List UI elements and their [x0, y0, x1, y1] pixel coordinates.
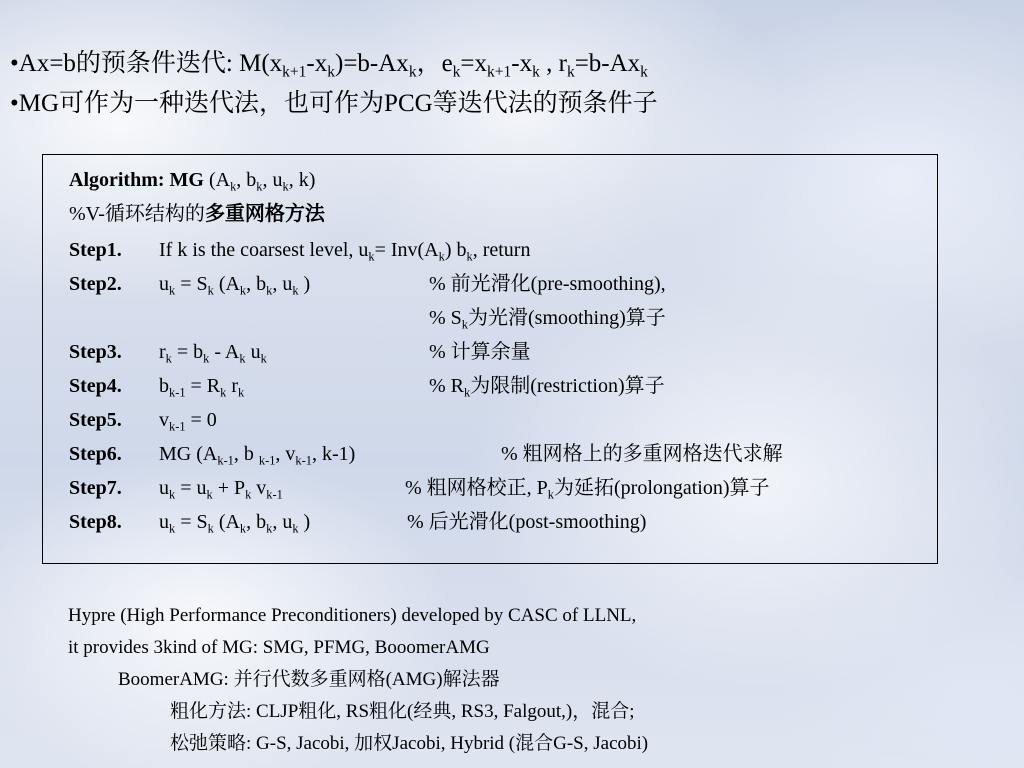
expr-text: , b [233, 443, 259, 465]
bullet-text: ，e [416, 50, 453, 77]
hypre-line: it provides 3kind of MG: SMG, PFMG, BooomerAMG [68, 637, 490, 658]
subscript: k [566, 63, 575, 81]
expr-text: , u [262, 169, 283, 191]
algorithm-box [42, 154, 938, 564]
step-1 [69, 237, 919, 263]
algorithm-title: Algorithm: MG [69, 169, 204, 191]
bullet-preconditioned-iteration [10, 44, 1010, 84]
expr-text: , k) [288, 169, 316, 191]
step-comment: % 计算余量 [429, 341, 531, 363]
subscript: k [547, 487, 554, 502]
bullet-marker: • [10, 50, 19, 77]
step-comment: % 后光滑化(post-smoothing) [407, 511, 647, 533]
algorithm-header [69, 167, 315, 193]
subscript: k [292, 521, 299, 536]
step-expression [159, 475, 283, 501]
subscript: k [327, 63, 335, 81]
expr-text: r [159, 341, 166, 363]
expr-text: , u [272, 273, 293, 295]
expr-text: u [159, 477, 169, 499]
step-comment [405, 475, 770, 501]
expr-text: , b [246, 273, 267, 295]
subscript: k [165, 351, 172, 366]
step-5 [69, 407, 919, 433]
step-3 [69, 339, 919, 365]
step-label: Step6. [69, 443, 122, 465]
subscript: k [461, 317, 468, 332]
bullet-text: Ax=b的预条件迭代: M(x [18, 50, 283, 77]
expr-text: = R [185, 375, 221, 397]
step-comment: % 前光滑化(pre-smoothing), [429, 273, 666, 295]
step-2 [69, 271, 919, 297]
subscript: k [169, 487, 176, 502]
subscript: k [220, 385, 227, 400]
subscript: k [282, 179, 289, 194]
subscript: k [408, 63, 417, 81]
expr-text: If k is the coarsest level, u [159, 239, 369, 261]
bullet-text: -x [511, 50, 533, 77]
step-expression [159, 509, 310, 535]
subscript: k [452, 63, 461, 81]
comment-text: 为限制(restriction)算子 [470, 375, 665, 397]
subscript: k-1 [258, 453, 276, 468]
step-4 [69, 373, 919, 399]
algorithm-comment [69, 201, 325, 227]
hypre-notes [68, 600, 648, 760]
subscript: k [239, 351, 246, 366]
subscript: k [169, 283, 176, 298]
subscript: k [260, 351, 267, 366]
comment-text: % R [429, 375, 464, 397]
subscript: k+1 [487, 63, 512, 81]
subscript: k [203, 351, 210, 366]
expr-text: (A [213, 273, 240, 295]
step-comment: % 粗网格上的多重网格迭代求解 [501, 443, 783, 465]
expr-text: = S [175, 511, 208, 533]
step-label: Step7. [69, 477, 122, 499]
expr-text: = Inv(A [374, 239, 439, 261]
expr-text: = S [175, 273, 208, 295]
step-7 [69, 475, 919, 501]
subscript: k [532, 63, 540, 81]
hypre-line: Hypre (High Performance Preconditioners) developed by CASC of LLNL, [68, 605, 637, 626]
comment-text: % 粗网格校正, P [405, 477, 548, 499]
subscript: k [207, 283, 214, 298]
expr-text: + P [212, 477, 246, 499]
step-label: Step1. [69, 239, 122, 261]
comment-text: 为延拓(prolongation)算子 [554, 477, 770, 499]
bullet-text: =b-Ax [574, 50, 641, 77]
step-8 [69, 509, 919, 535]
step-expression [159, 339, 267, 365]
comment-text: %V-循环结构的 [69, 203, 205, 225]
step-comment [429, 373, 665, 399]
step-expression [159, 441, 355, 467]
expr-text: b [159, 375, 169, 397]
subscript: k+1 [282, 63, 307, 81]
subscript: k [640, 63, 648, 81]
step-6 [69, 441, 919, 467]
expr-text: (A [203, 169, 231, 191]
expr-text: = 0 [185, 409, 217, 431]
expr-text: , k-1) [311, 443, 356, 465]
subscript: k [256, 179, 263, 194]
step-label: Step5. [69, 409, 122, 431]
expr-text: MG (A [159, 443, 218, 465]
bullet-text: , r [539, 50, 567, 77]
comment-text: % S [429, 307, 462, 329]
expr-text: = b [171, 341, 204, 363]
subscript: k-1 [266, 487, 283, 502]
expr-text: u [159, 273, 169, 295]
expr-text: , u [272, 511, 293, 533]
hypre-line: BoomerAMG: 并行代数多重网格(AMG)解法器 [118, 669, 500, 690]
bullet-text: MG可作为一种迭代法，也可作为PCG等迭代法的预条件子 [18, 90, 658, 117]
subscript: k [466, 249, 473, 264]
bullet-text: =x [460, 50, 488, 77]
bullet-list [10, 44, 1010, 124]
hypre-line: 粗化方法: CLJP粗化, RS粗化(经典, RS3, Falgout,)，混合; [170, 701, 635, 722]
expr-text: ) [298, 273, 311, 295]
expr-text: - A [209, 341, 240, 363]
bullet-text: -x [306, 50, 328, 77]
subscript: k [207, 521, 214, 536]
expr-text: v [159, 409, 169, 431]
expr-text: (A [213, 511, 240, 533]
step-expression [159, 407, 217, 433]
subscript: k [292, 283, 299, 298]
expr-text: , b [236, 169, 257, 191]
step-label: Step2. [69, 273, 122, 295]
comment-text: 为光滑(smoothing)算子 [468, 307, 666, 329]
hypre-line: 松弛策略: G-S, Jacobi, 加权Jacobi, Hybrid (混合G-S, Jacobi) [170, 733, 649, 754]
bullet-marker: • [10, 90, 19, 117]
step-2-comment-continued [429, 305, 666, 331]
subscript: k-1 [217, 453, 234, 468]
subscript: k [206, 487, 213, 502]
expr-text: u [245, 341, 261, 363]
subscript: k [169, 521, 176, 536]
step-label: Step3. [69, 341, 122, 363]
subscript: k [245, 487, 252, 502]
step-label: Step8. [69, 511, 122, 533]
expr-text: u [159, 511, 169, 533]
expr-text: , return [472, 239, 531, 261]
subscript: k [230, 179, 237, 194]
bullet-mg-usage [10, 84, 1010, 124]
subscript: k [238, 385, 245, 400]
step-label: Step4. [69, 375, 122, 397]
subscript: k [239, 521, 247, 536]
expr-text: v [251, 477, 267, 499]
step-expression [159, 271, 310, 297]
comment-emphasis: 多重网格方法 [204, 203, 325, 225]
bullet-text: )=b-Ax [335, 50, 409, 77]
subscript: k [438, 249, 445, 264]
subscript: k [266, 283, 273, 298]
subscript: k [266, 521, 273, 536]
expr-text: , b [246, 511, 267, 533]
subscript: k [368, 249, 375, 264]
expr-text: , v [275, 443, 296, 465]
subscript: k-1 [169, 419, 186, 434]
subscript: k [239, 283, 247, 298]
step-expression [159, 237, 530, 263]
subscript: k-1 [169, 385, 186, 400]
expr-text: ) b [444, 239, 467, 261]
expr-text: = u [175, 477, 207, 499]
subscript: k-1 [295, 453, 312, 468]
expr-text: ) [298, 511, 311, 533]
step-expression [159, 373, 244, 399]
expr-text: r [226, 375, 239, 397]
subscript: k [464, 385, 471, 400]
